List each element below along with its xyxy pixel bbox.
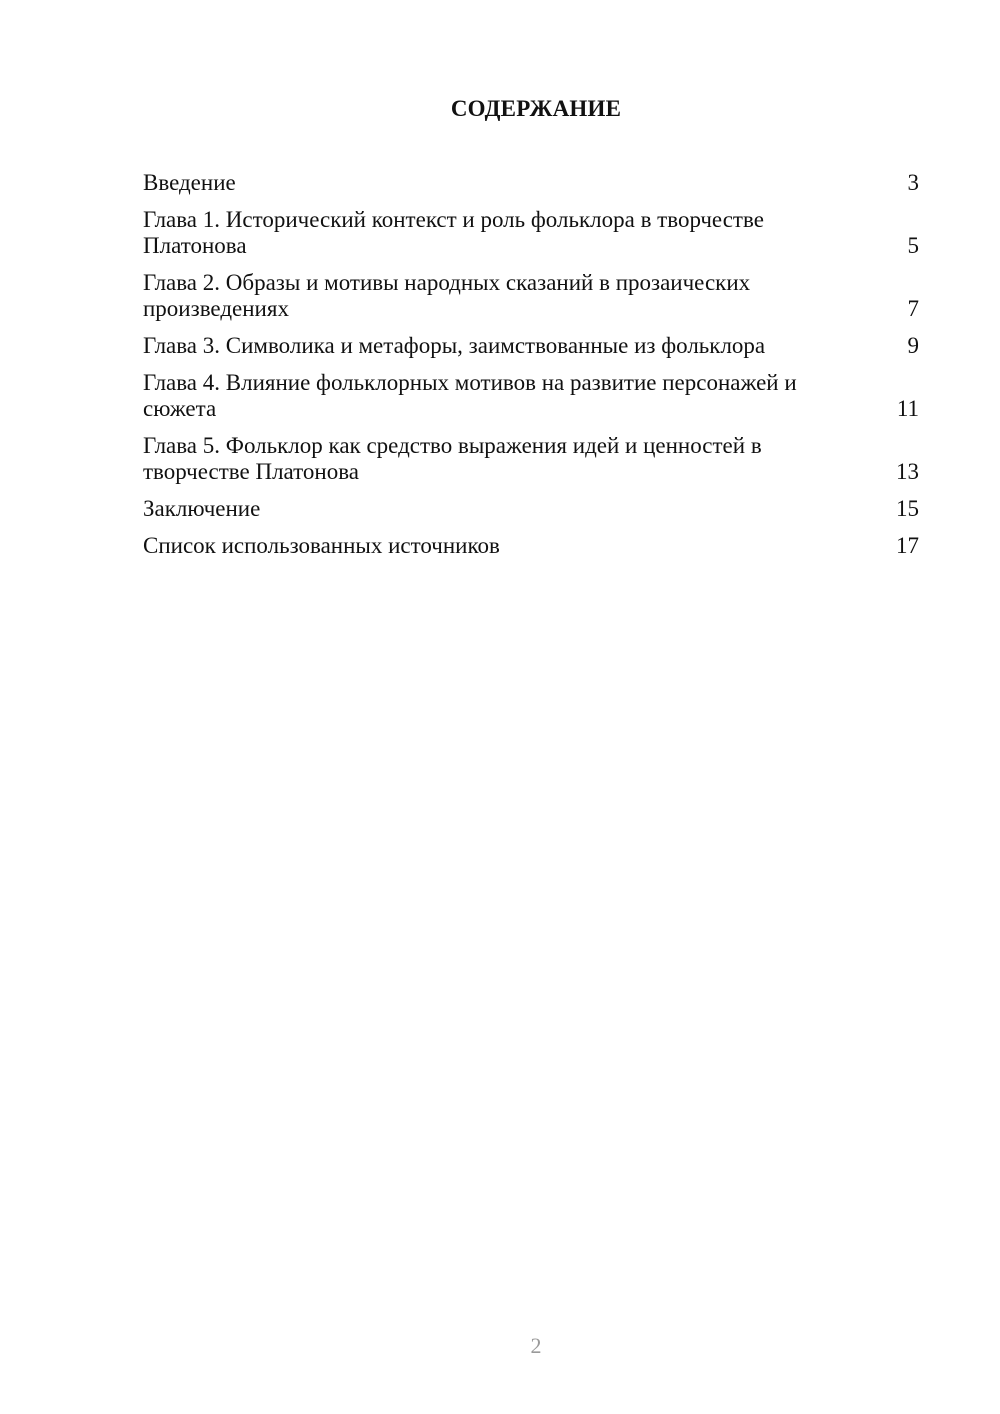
- toc-entry: [143, 370, 919, 422]
- toc-entry-text: Глава 3. Символика и метафоры, заимствованные из фольклора: [143, 333, 766, 358]
- toc-entry-page: 5: [907, 233, 919, 258]
- toc-entry: [143, 496, 919, 522]
- toc-entry: [143, 170, 919, 196]
- table-of-contents: [143, 170, 919, 570]
- toc-entry-text: Глава 2. Образы и мотивы народных сказаний в прозаических произведениях: [143, 270, 751, 321]
- toc-entry-page: 15: [896, 496, 919, 521]
- toc-entry-page: 9: [907, 333, 919, 358]
- toc-entry-text: Глава 1. Исторический контекст и роль фольклора в творчестве Платонова: [143, 207, 764, 258]
- toc-entry-text: Введение: [143, 170, 236, 195]
- toc-entry: [143, 333, 919, 359]
- toc-entry-text: Глава 5. Фольклор как средство выражения идей и ценностей в творчестве Платонова: [143, 433, 762, 484]
- toc-entry-page: 3: [907, 170, 919, 195]
- toc-entry-page: 17: [896, 533, 919, 558]
- toc-entry-page: 7: [907, 296, 919, 321]
- toc-entry: [143, 270, 919, 322]
- page-number: 2: [530, 1333, 542, 1358]
- toc-entry-page: 13: [896, 459, 919, 484]
- page-title: СОДЕРЖАНИЕ: [450, 96, 622, 121]
- toc-entry-text: Список использованных источников: [143, 533, 500, 558]
- toc-entry-text: Заключение: [143, 496, 261, 521]
- toc-entry: [143, 207, 919, 259]
- toc-entry: [143, 533, 919, 559]
- toc-entry: [143, 433, 919, 485]
- toc-entry-page: 11: [896, 396, 919, 421]
- toc-entry-text: Глава 4. Влияние фольклорных мотивов на развитие персонажей и сюжета: [143, 370, 797, 421]
